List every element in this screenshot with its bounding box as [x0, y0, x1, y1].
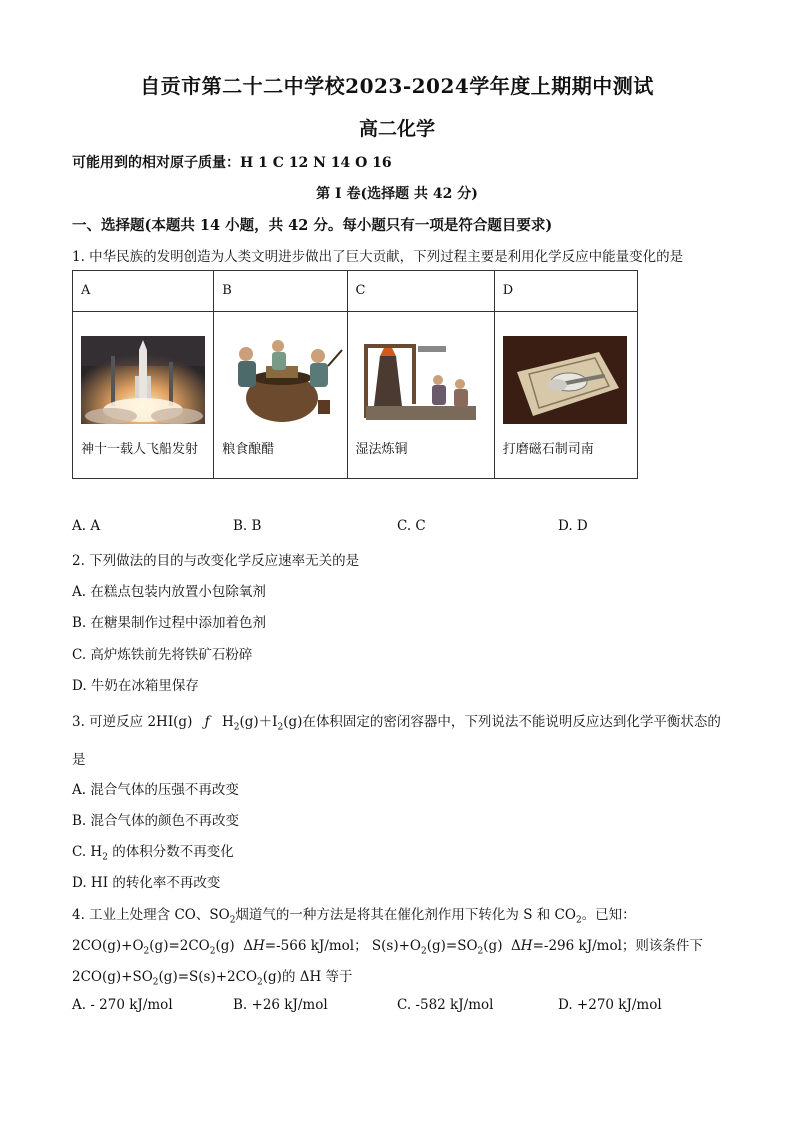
q3-equilibrium-symbol: ƒ	[204, 714, 210, 730]
q1-choice-table	[72, 270, 638, 479]
q4-stem-start: 4. 工业上处理含 CO、SO	[72, 907, 230, 923]
q3-option-a[interactable]: A. 混合气体的压强不再改变	[72, 782, 239, 798]
section-title: 一、选择题(本题共 14 小题，共 42 分。每小题只有一项是符合题目要求)	[72, 217, 553, 234]
q2-option-b[interactable]: B. 在糖果制作过程中添加着色剂	[72, 615, 267, 631]
copper-smelting-image	[356, 336, 480, 424]
q1-cell-letter-a: A	[73, 271, 214, 312]
q1-cell-a	[73, 312, 214, 479]
vinegar-brewing-image	[222, 336, 346, 424]
q1-cell-letter-c: C	[347, 271, 494, 312]
q4-target-equation: $2CO(g)+SO_2(g)=S(s)+2CO_2(g)$的 ΔH 等于	[72, 969, 353, 988]
q1-cell-letter-b: B	[214, 271, 347, 312]
q4-stem-end: 。已知：	[581, 907, 636, 923]
q4-option-d[interactable]: D. +270 kJ/mol	[558, 997, 662, 1013]
q1-stem: 1. 中华民族的发明创造为人类文明进步做出了巨大贡献，下列过程主要是利用化学反应中能量变化的是	[72, 249, 684, 265]
atomic-masses: 可能用到的相对原子质量：H 1 C 12 N 14 O 16	[72, 155, 392, 171]
q3-option-d[interactable]: D. HI 的转化率不再改变	[72, 875, 221, 891]
q1-option-c[interactable]: C. C	[397, 518, 426, 534]
part-title: 第 I 卷(选择题 共 42 分)	[316, 186, 478, 202]
q2-stem: 2. 下列做法的目的与改变化学反应速率无关的是	[72, 553, 360, 569]
subject-title: 高二化学	[358, 118, 435, 140]
q3-option-b[interactable]: B. 混合气体的颜色不再改变	[72, 813, 240, 829]
q4-eq-tail: ；则该条件下	[621, 938, 703, 954]
q4-stem: 4. 工业上处理含 CO、$SO_2$烟道气的一种方法是将其在催化剂作用下转化为 S 和 $CO_2$。已知：	[72, 907, 636, 926]
q4-stem-mid: 烟道气的一种方法是将其在催化剂作用下转化为 S 和 CO	[235, 907, 576, 923]
q4-option-a[interactable]: A. - 270 kJ/mol	[72, 997, 173, 1013]
q1-cell-d	[494, 312, 637, 479]
q2-option-d[interactable]: D. 牛奶在冰箱里保存	[72, 678, 199, 694]
compass-sinan-image	[503, 336, 627, 424]
q4-option-b[interactable]: B. +26 kJ/mol	[233, 997, 328, 1013]
rocket-launch-image	[81, 336, 205, 424]
q1-caption-a: 神十一载人飞船发射	[81, 442, 199, 457]
q1-caption-d: 打磨磁石制司南	[502, 442, 594, 457]
q4-ask: 的 ΔH 等于	[281, 969, 353, 985]
q3-option-c[interactable]: C. $H_2$ 的体积分数不再变化	[72, 844, 234, 863]
q1-option-a[interactable]: A. A	[72, 518, 101, 534]
q1-cell-b	[214, 312, 347, 479]
q1-option-b[interactable]: B. B	[233, 518, 262, 534]
q1-option-d[interactable]: D. D	[558, 518, 588, 534]
q3-products: $H_2(g)+I_2(g)$	[221, 714, 303, 733]
q1-cell-c	[347, 312, 494, 479]
q2-option-a[interactable]: A. 在糕点包装内放置小包除氧剂	[72, 584, 266, 600]
page-title: 自贡市第二十二中学校2023-2024学年度上期期中测试	[140, 74, 654, 98]
q1-caption-c: 湿法炼铜	[355, 442, 408, 457]
q1-cell-letter-d: D	[494, 271, 637, 312]
q2-option-c[interactable]: C. 高炉炼铁前先将铁矿石粉碎	[72, 647, 253, 663]
q3-stem	[72, 710, 721, 733]
q3-stem-suffix: 在体积固定的密闭容器中，下列说法不能说明反应达到化学平衡状态的	[302, 714, 721, 730]
q3-stem-prefix: 3. 可逆反应 2HI(g)	[72, 714, 193, 730]
q4-known-equations: $2CO(g)+O_2(g)=2CO_2(g)$ ΔH=-566 kJ/mol； $S(s)+O_2(g)=SO_2(g)$ ΔH=-296 kJ/mol；则该条件下	[72, 938, 703, 957]
q3-stem-continuation: 是	[72, 752, 86, 768]
q4-option-c[interactable]: C. -582 kJ/mol	[397, 997, 494, 1013]
q1-caption-b: 粮食酿醋	[222, 442, 275, 457]
